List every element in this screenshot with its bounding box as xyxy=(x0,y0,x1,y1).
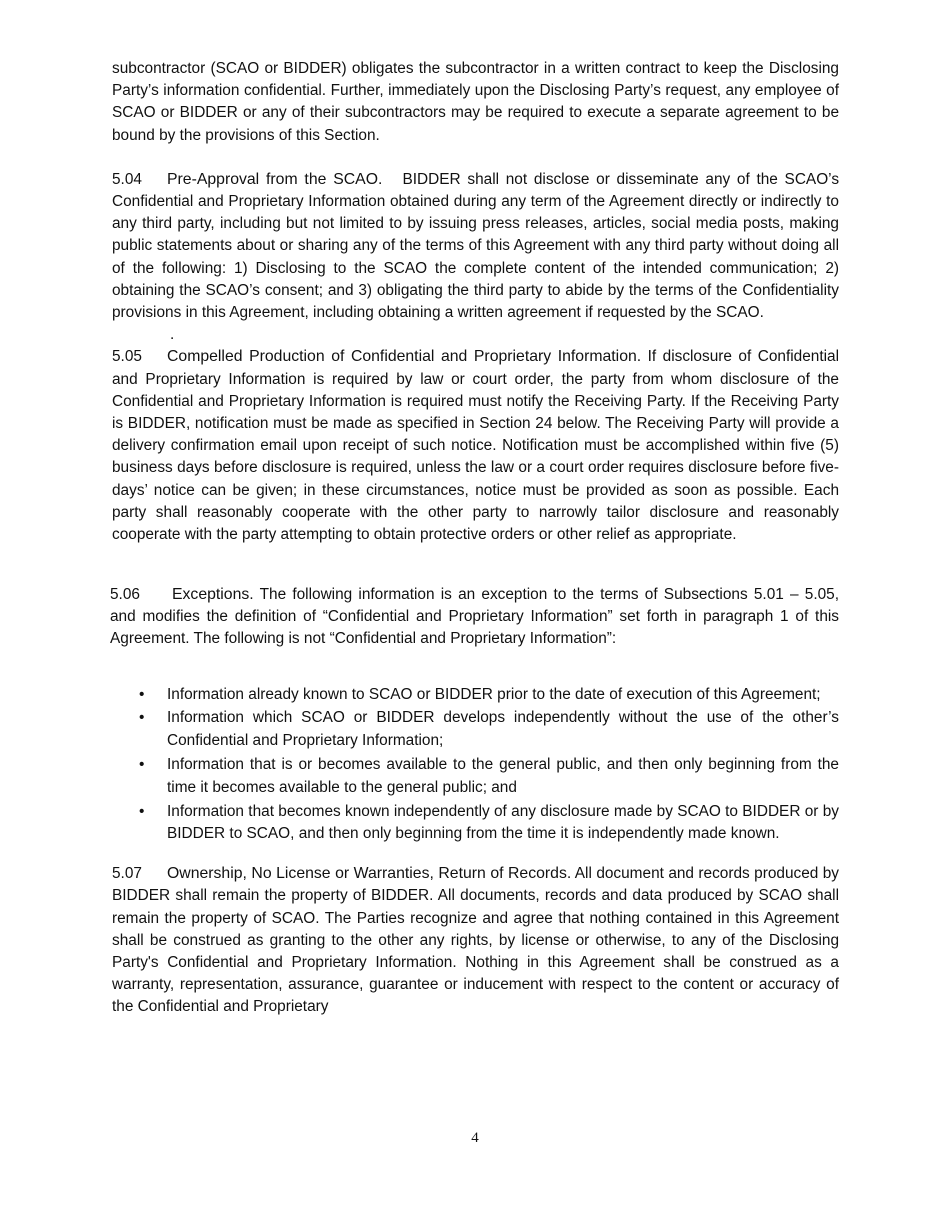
section-title: Pre-Approval from the SCAO. xyxy=(167,170,383,188)
section-number: 5.05 xyxy=(112,348,142,366)
exceptions-list xyxy=(112,684,839,847)
section-5-04 xyxy=(112,169,839,324)
section-title: Exceptions. xyxy=(172,585,254,603)
section-body: If disclosure of Confidential and Proprietary Information is required by law or court order, the party from whom disclosure of the Confidential and Proprietary Information is required must notify the Receiving Party. If the Receiving Party is BIDDER, notification must be made as specified in Section 24 below. The Receiving Party will provide a delivery confirmation email upon receipt of such notice. Notification must be accomplished within five (5) business days before disclosure is required, unless the law or a court order requires disclosure before five-days’ notice can be given; in these circumstances, notice must be provided as soon as possible. Each party shall reasonably cooperate with the other party to narrowly tailor disclosure and reasonably cooperate with the party attempting to obtain protective orders or other relief as appropriate. xyxy=(112,348,839,544)
section-5-05 xyxy=(112,346,839,546)
bullet-icon: • xyxy=(139,756,145,774)
bullet-icon: • xyxy=(139,802,145,820)
section-number: 5.04 xyxy=(112,170,142,188)
section-title: Ownership, No License or Warranties, Return of Records. xyxy=(167,865,572,883)
section-5-07 xyxy=(112,863,839,1018)
section-number: 5.06 xyxy=(110,585,140,603)
section-5-06 xyxy=(110,584,839,651)
stray-dot: . xyxy=(170,326,175,344)
intro-paragraph: subcontractor (SCAO or BIDDER) obligates the subcontractor in a written contract to keep the Disclosing Party’s information confidential. Further, immediately upon the Disclosing Party’s request, any employee of SCAO or BIDDER or any of their subcontractors may be required to execute a separate agreement to be bound by the provisions of this Section. xyxy=(112,60,839,144)
list-item: • Information that is or becomes available to the general public, and then only beginning from the time it becomes available to the general public; and xyxy=(139,756,839,796)
document-page xyxy=(112,58,839,1019)
section-body: BIDDER shall not disclose or disseminate any of the SCAO’s Confidential and Proprietary Information obtained during any term of the Agreement directly or indirectly to any third party, including but not limited to by issuing press releases, articles, social media posts, making public statements about or sharing any of the terms of this Agreement with any third party without doing all of the following: 1) Disclosing to the SCAO the complete content of the intended communication; 2) obtaining the SCAO’s consent; and 3) obligating the third party to abide by the terms of the Confidentiality provisions in this Agreement, including obtaining a written agreement if requested by the SCAO. xyxy=(112,170,840,322)
section-body: All document and records produced by BIDDER shall remain the property of BIDDER. All documents, records and data produced by SCAO shall remain the property of SCAO. The Parties recognize and agree that nothing contained in this Agreement shall be construed as granting to the other any rights, by license or otherwise, to any of the Disclosing Party's Confidential and Proprietary Information. Nothing in this Agreement shall be construed as a warranty, representation, assurance, guarantee or inducement with respect to the content or accuracy of the Confidential and Proprietary xyxy=(112,865,839,1016)
section-title: Compelled Production of Confidential and Proprietary Information. xyxy=(167,348,642,366)
section-body: The following information is an exception to the terms of Subsections 5.01 – 5.05, and modifies the definition of “Confidential and Proprietary Information” set forth in paragraph 1 of this Agreement. The following is not “Confidential and Proprietary Information”: xyxy=(110,585,840,648)
bullet-icon: • xyxy=(139,685,145,703)
page-number: 4 xyxy=(471,1130,479,1146)
list-item: • Information which SCAO or BIDDER develops independently without the use of the other’s Confidential and Proprietary Information; xyxy=(139,709,839,750)
list-item: • Information that becomes known independently of any disclosure made by SCAO to BIDDER or by BIDDER to SCAO, and then only beginning from the time it is independently made known. xyxy=(139,802,839,843)
section-number: 5.07 xyxy=(112,865,142,883)
bullet-icon: • xyxy=(139,709,145,727)
list-item: • Information already known to SCAO or BIDDER prior to the date of execution of this Agreement; xyxy=(112,684,839,707)
